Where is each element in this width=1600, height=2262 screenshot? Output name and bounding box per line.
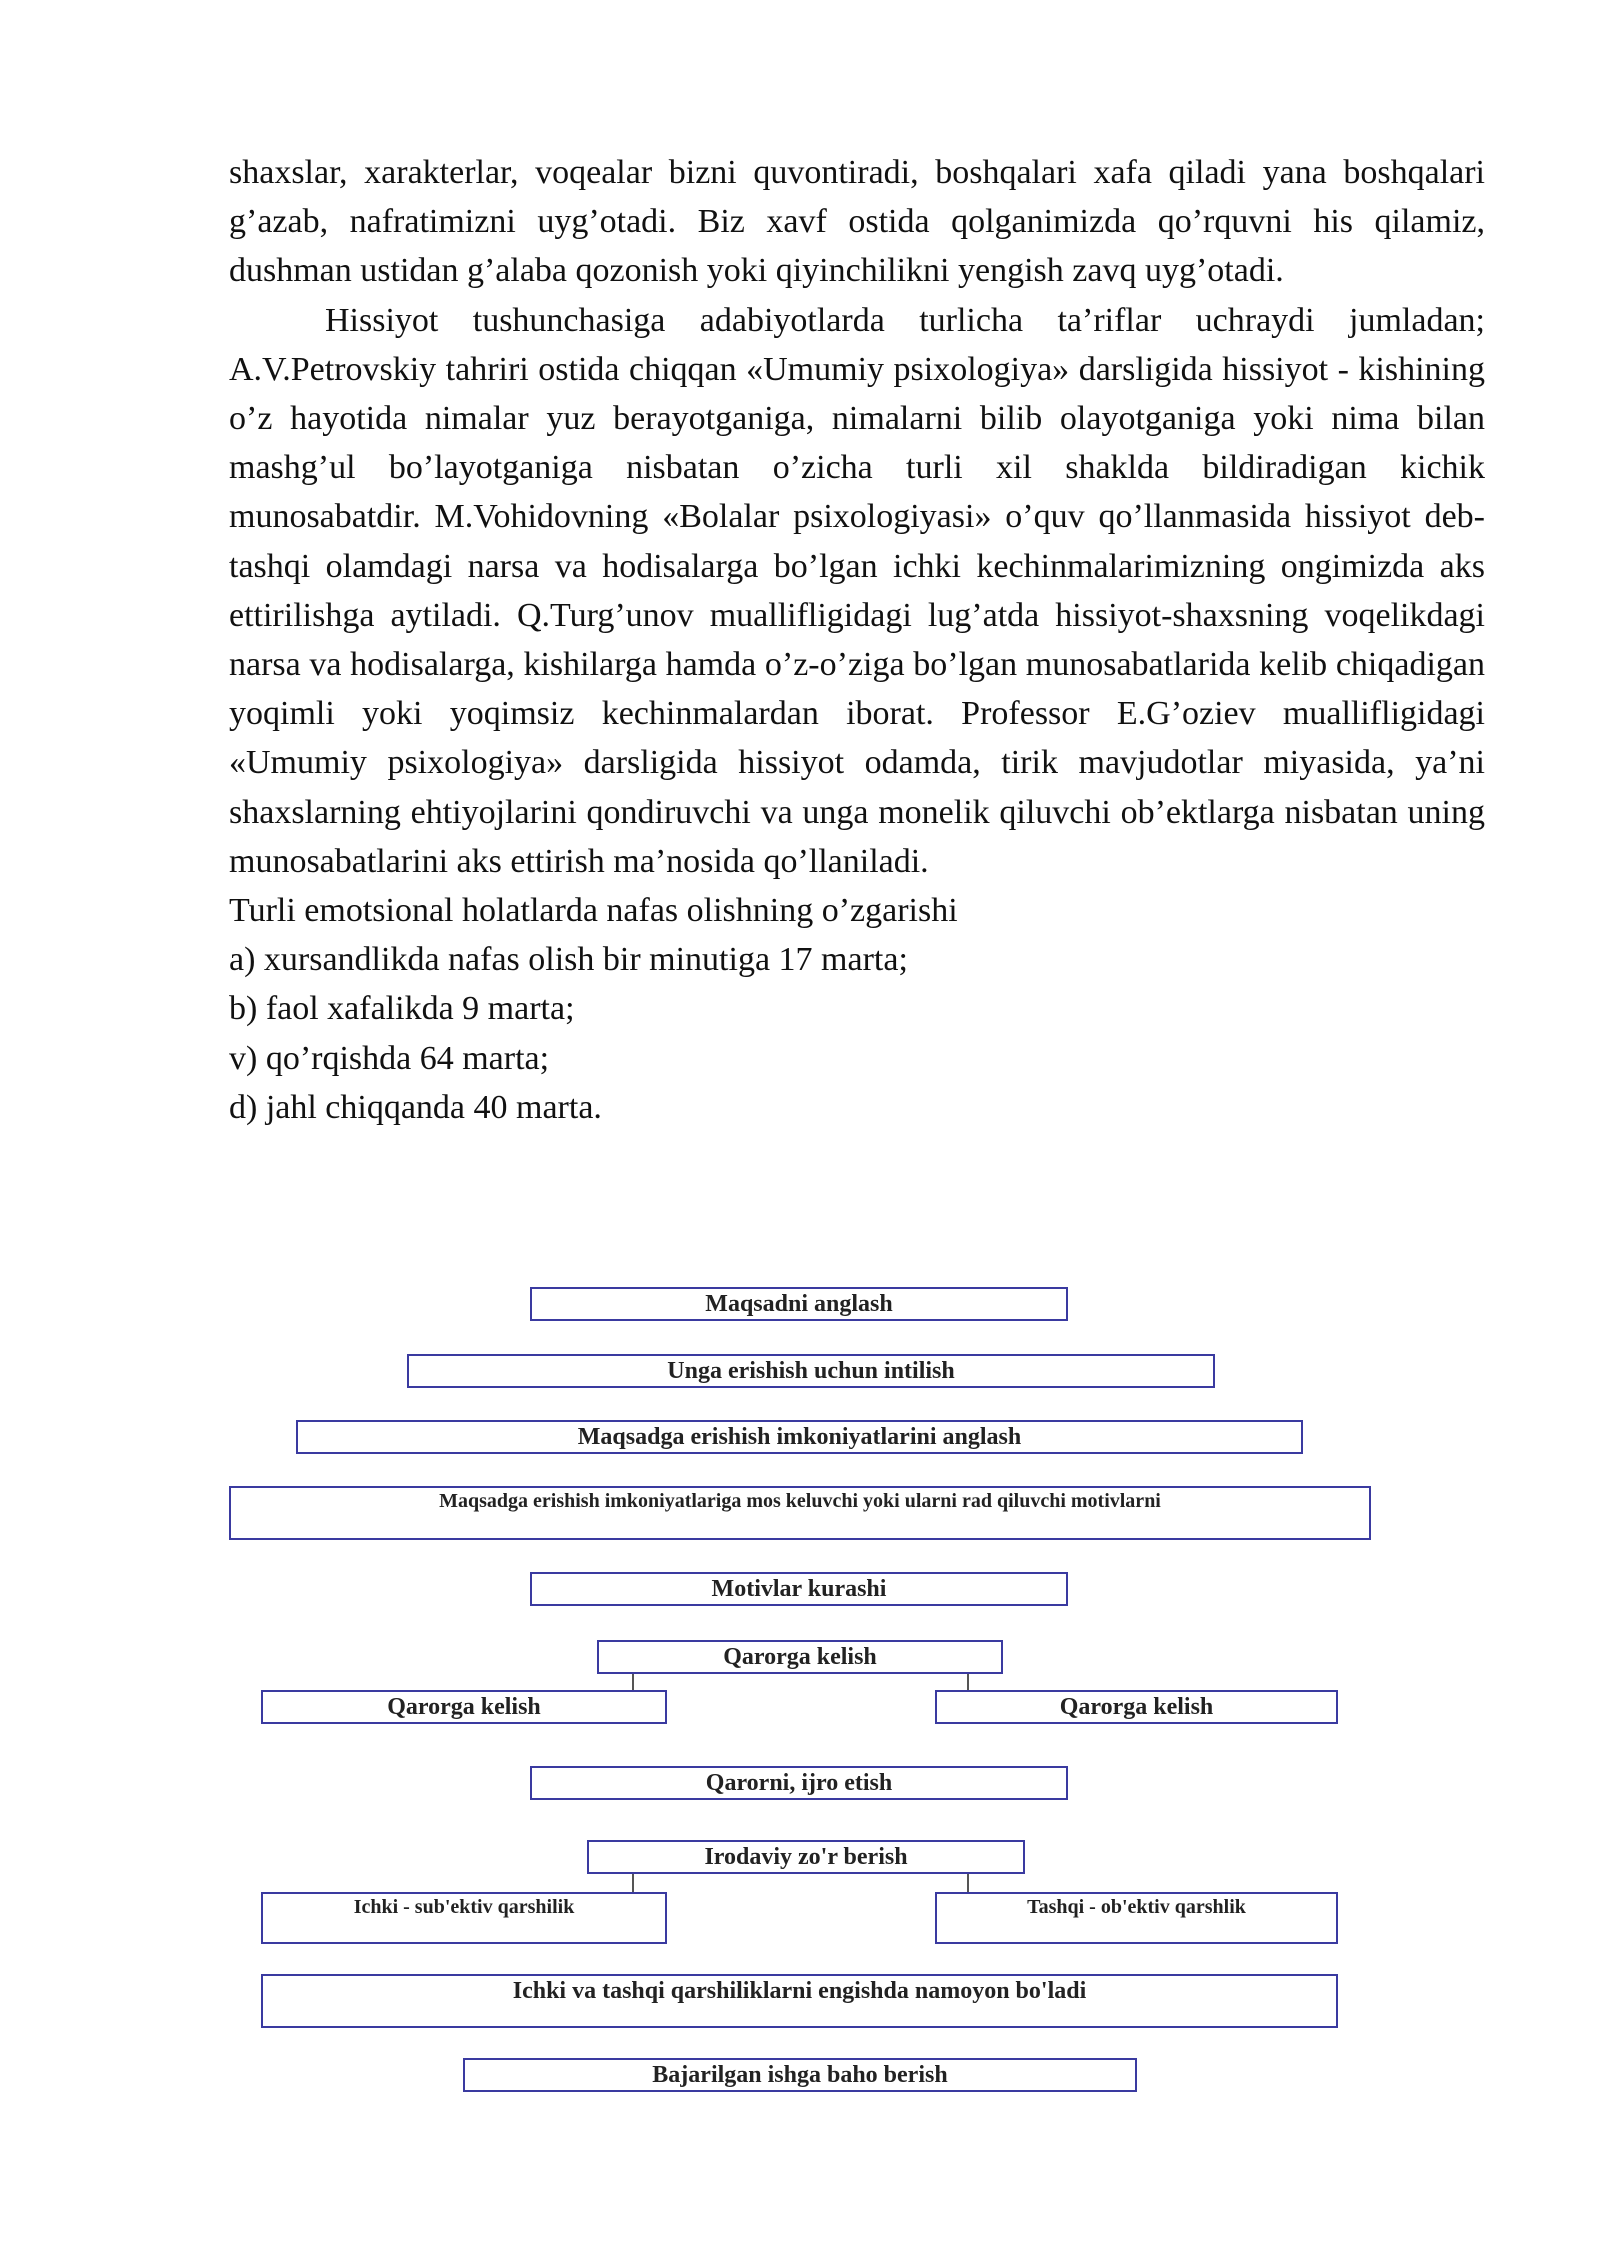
connector-line xyxy=(967,1874,969,1892)
list-item-a: a) xursandlikda nafas olish bir minutiga 17 marta; xyxy=(229,941,908,979)
body-text xyxy=(229,148,1485,1132)
breathing-heading: Turli emotsional holatlarda nafas olishning o’zgarishi xyxy=(229,892,958,930)
list-item-d: d) jahl chiqqanda 40 marta. xyxy=(229,1088,602,1126)
diagram-box-goal-awareness: Maqsadni anglash xyxy=(530,1287,1068,1321)
list-item-b: b) faol xafalikda 9 marta; xyxy=(229,990,575,1028)
diagram-box-decision: Qarorga kelish xyxy=(597,1640,1003,1674)
diagram-box-volitional-effort: Irodaviy zo'r berish xyxy=(587,1840,1025,1874)
diagram-box-decision-left: Qarorga kelish xyxy=(261,1690,667,1724)
connector-line xyxy=(632,1874,634,1892)
diagram-box-overcoming: Ichki va tashqi qarshiliklarni engishda namoyon bo'ladi xyxy=(261,1974,1338,2028)
diagram-box-motives: Maqsadga erishish imkoniyatlariga mos keluvchi yoki ularni rad qiluvchi motivlarni xyxy=(229,1486,1371,1540)
paragraph-1: shaxslar, xarakterlar, voqealar bizni quvontiradi, boshqalari xafa qiladi yana boshqalari g’azab, nafratimizni uyg’otadi. Biz xavf ostida qolganimizda qo’rquvni his qilamiz, dushman ustidan g’alaba qozonish yoki qiyinchilikni yengish zavq uyg’otadi. xyxy=(229,154,1485,290)
list-item-v: v) qo’rqishda 64 marta; xyxy=(229,1039,550,1077)
diagram-box-motive-struggle: Motivlar kurashi xyxy=(530,1572,1068,1606)
diagram-box-striving: Unga erishish uchun intilish xyxy=(407,1354,1215,1388)
diagram-box-possibilities: Maqsadga erishish imkoniyatlarini anglash xyxy=(296,1420,1303,1454)
connector-line xyxy=(632,1674,634,1690)
paragraph-2: Hissiyot tushunchasiga adabiyotlarda turlicha ta’riflar uchraydi jumladan; A.V.Petrovskiy tahriri ostida chiqqan «Umumiy psixologiya» darsligida hissiyot - kishining o’z hayotida nimalar yuz berayotganiga, nimalarni bilib olayotganiga yoki nima bilan mashg’ul bo’layotganiga nisbatan o’zicha turli xil shaklda bildiradigan kichik munosabatdir. M.Vohidovning «Bolalar psixologiyasi» o’quv qo’llanmasida hissiyot deb-tashqi olamdagi narsa va hodisalarga bo’lgan ichki kechinmalarimizning ongimizda aks ettirilishga aytiladi. Q.Turg’unov muallifligidagi lug’atda hissiyot-shaxsning voqelikdagi narsa va hodisalarga, kishilarga hamda o’z-o’ziga bo’lgan munosabatlarida kelib chiqadigan yoqimli yoki yoqimsiz kechinmalardan iborat. Professor E.G’oziev muallifligidagi «Umumiy psixologiya» darsligida hissiyot odamda, tirik mavjudotlar miyasida, ya’ni shaxslarning ehtiyojlarini qondiruvchi va unga monelik qiluvchi ob’ektlarga nisbatan uning munosabatlarini aks ettirish ma’nosida qo’llaniladi. xyxy=(229,301,1485,880)
diagram-box-external-resistance: Tashqi - ob'ektiv qarshlik xyxy=(935,1892,1338,1944)
diagram-box-evaluation: Bajarilgan ishga baho berish xyxy=(463,2058,1137,2092)
connector-line xyxy=(967,1674,969,1690)
diagram-box-internal-resistance: Ichki - sub'ektiv qarshilik xyxy=(261,1892,667,1944)
diagram-box-execution: Qarorni, ijro etish xyxy=(530,1766,1068,1800)
diagram-box-decision-right: Qarorga kelish xyxy=(935,1690,1338,1724)
